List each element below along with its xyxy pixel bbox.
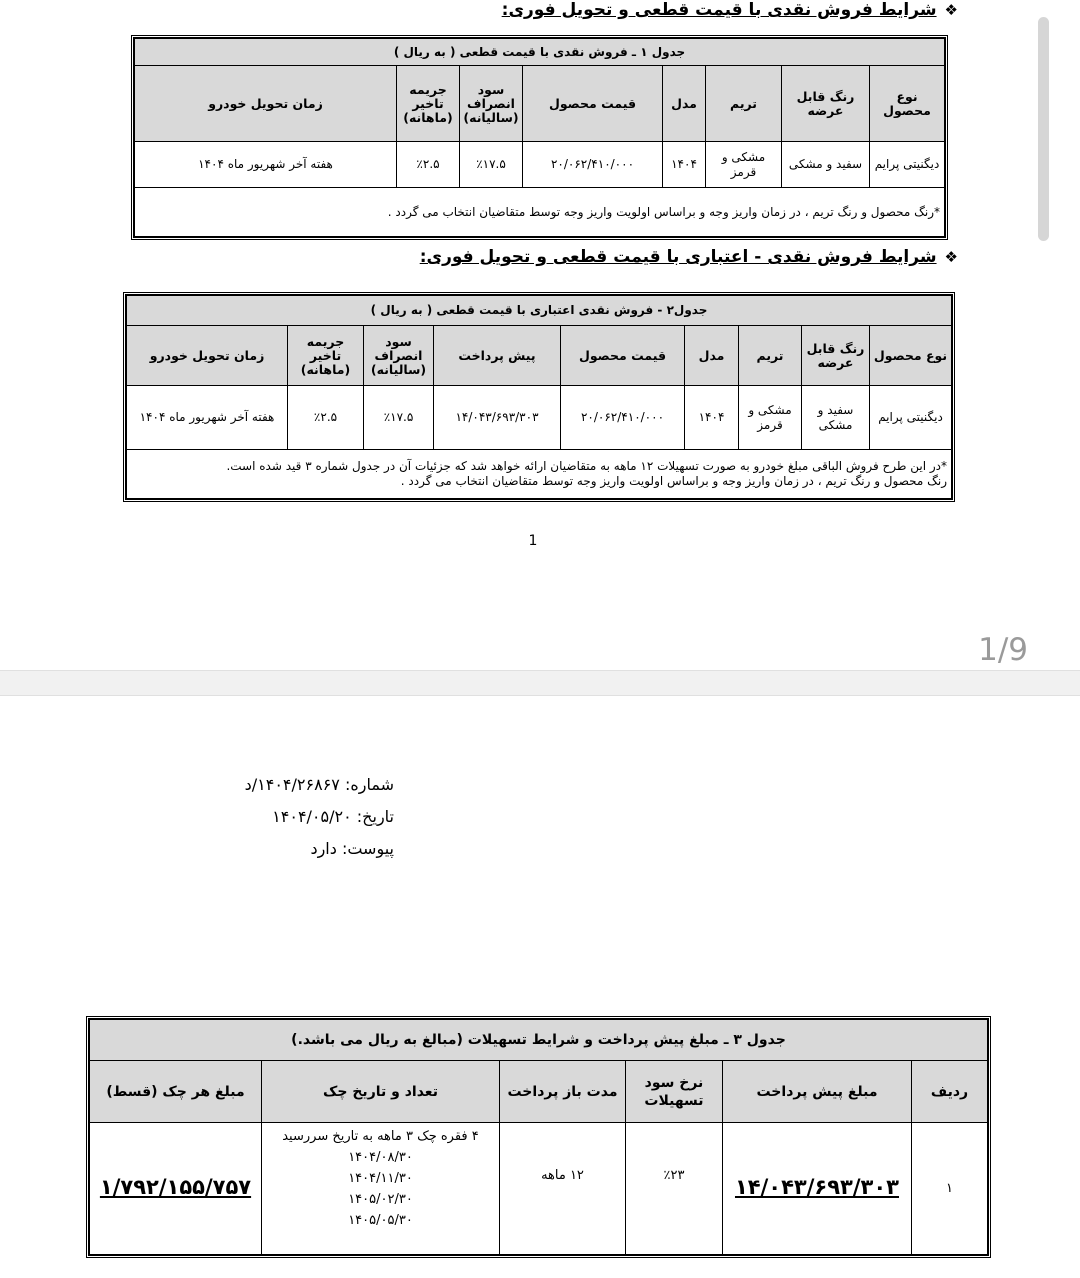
table3-header: مبلغ پیش پرداخت [723,1061,912,1123]
table2-header: نوع محصول [870,326,952,386]
table3-check-date: ۱۴۰۴/۰۸/۳۰ [348,1150,413,1165]
table1 [134,38,945,237]
table2-cell: هفته آخر شهریور ماه ۱۴۰۴ [127,386,288,450]
table3-installment: ۱/۷۹۲/۱۵۵/۷۵۷ [99,1174,252,1199]
section1-heading: شرایط فروش نقدی با قیمت قطعی و تحویل فوری: [501,0,937,20]
table2-header: زمان تحویل خودرو [127,326,288,386]
table3-check-date: ۱۴۰۵/۰۵/۳۰ [348,1213,413,1228]
table1-header: نوع محصول [870,66,945,142]
letter-meta [154,769,394,865]
table2-header: مدل [685,326,739,386]
bullet-icon: ❖ [944,1,958,19]
table3-check-date: ۱۴۰۴/۱۱/۳۰ [348,1171,413,1186]
section2-heading: شرایط فروش نقدی - اعتباری با قیمت قطعی و تحویل فوری: [419,247,937,267]
bullet-icon: ❖ [944,248,958,266]
table2-frame [123,292,955,502]
table3-rate: ٪۲۳ [626,1123,723,1255]
table2-header: قیمت محصول [561,326,685,386]
table2-cell: ۱۴/۰۴۳/۶۹۳/۳۰۳ [434,386,561,450]
page-indicator: 1/9 [978,632,1028,668]
table3-header: تعداد و تاریخ چک [262,1061,500,1123]
table2-header: سود انصراف (سالیانه) [364,326,434,386]
table1-header: زمان تحویل خودرو [135,66,397,142]
table2-cell: ۱۴۰۴ [685,386,739,450]
table3 [89,1019,988,1255]
table1-header: جریمه تاخیر (ماهانه) [397,66,460,142]
table3-period: ۱۲ ماهه [500,1123,626,1255]
table1-cell: مشکی و قرمز [706,142,782,188]
table1-header: قیمت محصول [523,66,663,142]
table3-prepayment-cell [723,1123,912,1255]
table2-cell: دیگنیتی پرایم [870,386,952,450]
table1-header: سود انصراف (سالیانه) [460,66,523,142]
table2-cell: ٪۱۷.۵ [364,386,434,450]
letter-attachment: پیوست: دارد [310,839,394,858]
table1-cell: ٪۲.۵ [397,142,460,188]
table2-note-2: رنگ محصول و رنگ تریم ، در زمان واریز وجه و براساس اولویت واریز وجه توسط متقاضیان انتخاب می گردد . [400,474,947,488]
table1-cell: سفید و مشکی [782,142,870,188]
table1-header: مدل [663,66,706,142]
table1-cell: هفته آخر شهریور ماه ۱۴۰۴ [135,142,397,188]
scrollbar-thumb[interactable] [1038,17,1049,241]
section2-heading-row [420,247,958,267]
section1-heading-row [502,0,958,20]
letter-number: شماره: ۱۴۰۴/۲۶۸۶۷/د [244,775,394,794]
page-footer-number: 1 [528,533,538,549]
table3-check-date: ۱۴۰۵/۰۲/۳۰ [348,1192,413,1207]
letter-date: تاریخ: ۱۴۰۴/۰۵/۲۰ [272,807,394,826]
table2-header: تریم [739,326,802,386]
table2-cell: سفید و مشکی [802,386,870,450]
table1-frame [131,35,948,240]
table1-cell: ٪۱۷.۵ [460,142,523,188]
table1-title: جدول ۱ ـ فروش نقدی با قیمت قطعی ( به ریال ) [135,39,945,66]
table2-header: رنگ قابل عرضه [802,326,870,386]
table3-checks-desc: ۴ فقره چک ۳ ماهه به تاریخ سررسید [282,1129,479,1144]
table2-cell: مشکی و قرمز [739,386,802,450]
table2-title: جدول۲ - فروش نقدی اعتباری با قیمت قطعی ( به ریال ) [127,296,952,326]
table2-note-1: *در این طرح فروش الباقی مبلغ خودرو به صورت تسهیلات ۱۲ ماهه به متقاضیان ارائه خواهد شد که جزئیات آن در جدول شماره ۳ قید شده است. [226,459,947,473]
table3-header: مبلغ هر چک (قسط) [90,1061,262,1123]
table1-note: *رنگ محصول و رنگ تریم ، در زمان واریز وجه و براساس اولویت واریز وجه توسط متقاضیان انتخاب می گردد . [135,188,945,237]
table3-frame [86,1016,991,1258]
table2 [126,295,952,499]
table3-row-index: ۱ [912,1123,988,1255]
table2-notes [127,450,952,499]
table1-header: تریم [706,66,782,142]
table3-checks-cell [262,1123,500,1255]
table1-header: رنگ قابل عرضه [782,66,870,142]
table1-cell: دیگنیتی پرایم [870,142,945,188]
table3-header: ردیف [912,1061,988,1123]
table3-header: مدت باز پرداخت [500,1061,626,1123]
table2-cell: ۲۰/۰۶۲/۴۱۰/۰۰۰ [561,386,685,450]
table3-title: جدول ۳ ـ مبلغ پیش پرداخت و شرایط تسهیلات (مبالغ به ریال می باشد.) [90,1020,988,1061]
table3-header: نرخ سود تسهیلات [626,1061,723,1123]
table3-installment-cell [90,1123,262,1255]
table2-cell: ٪۲.۵ [288,386,364,450]
page-separator [0,670,1080,696]
table3-prepayment: ۱۴/۰۴۳/۶۹۳/۳۰۳ [734,1174,899,1199]
table2-header: جریمه تاخیر (ماهانه) [288,326,364,386]
table2-header: پیش پرداخت [434,326,561,386]
table1-cell: ۲۰/۰۶۲/۴۱۰/۰۰۰ [523,142,663,188]
table1-cell: ۱۴۰۴ [663,142,706,188]
